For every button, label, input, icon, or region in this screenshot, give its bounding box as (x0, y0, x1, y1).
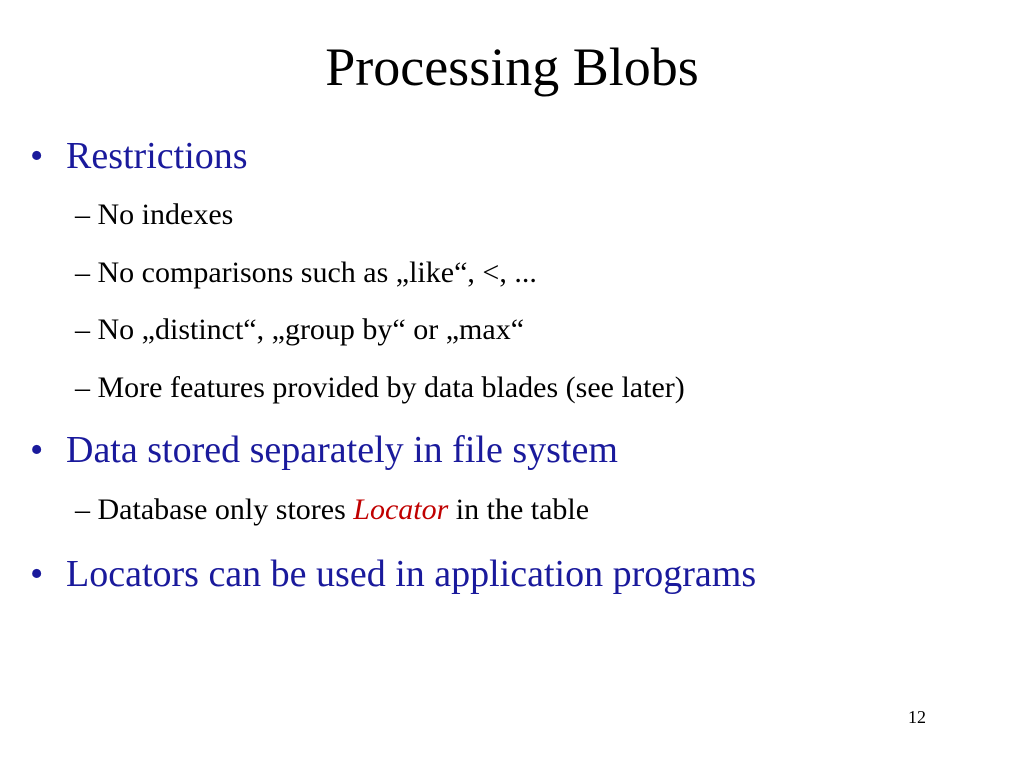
locator-emphasis: Locator (353, 493, 449, 526)
bullet-locators (30, 551, 756, 597)
bullet-data-stored (30, 427, 618, 473)
bullet-restrictions (30, 133, 248, 179)
bullet-marker: • (30, 429, 44, 471)
subitem-no-comparisons: – No comparisons such as „like“, <, ... (75, 256, 537, 289)
slide-title: Processing Blobs (325, 37, 699, 97)
bullet-text: Data stored separately in file system (66, 429, 618, 471)
subitem-more-features: – More features provided by data blades (see later) (75, 371, 685, 404)
bullet-marker: • (30, 553, 44, 595)
bullet-marker: • (30, 135, 44, 177)
subitem-text-before: – Database only stores (75, 493, 354, 526)
subitem-no-indexes: – No indexes (75, 198, 234, 231)
subitem-database-locator (75, 491, 589, 529)
bullet-text: Locators can be used in application programs (66, 553, 757, 595)
bullet-text: Restrictions (66, 135, 248, 177)
subitem-no-distinct: – No „distinct“, „group by“ or „max“ (75, 313, 525, 346)
page-number: 12 (908, 707, 926, 727)
subitem-text-after: in the table (448, 493, 590, 526)
